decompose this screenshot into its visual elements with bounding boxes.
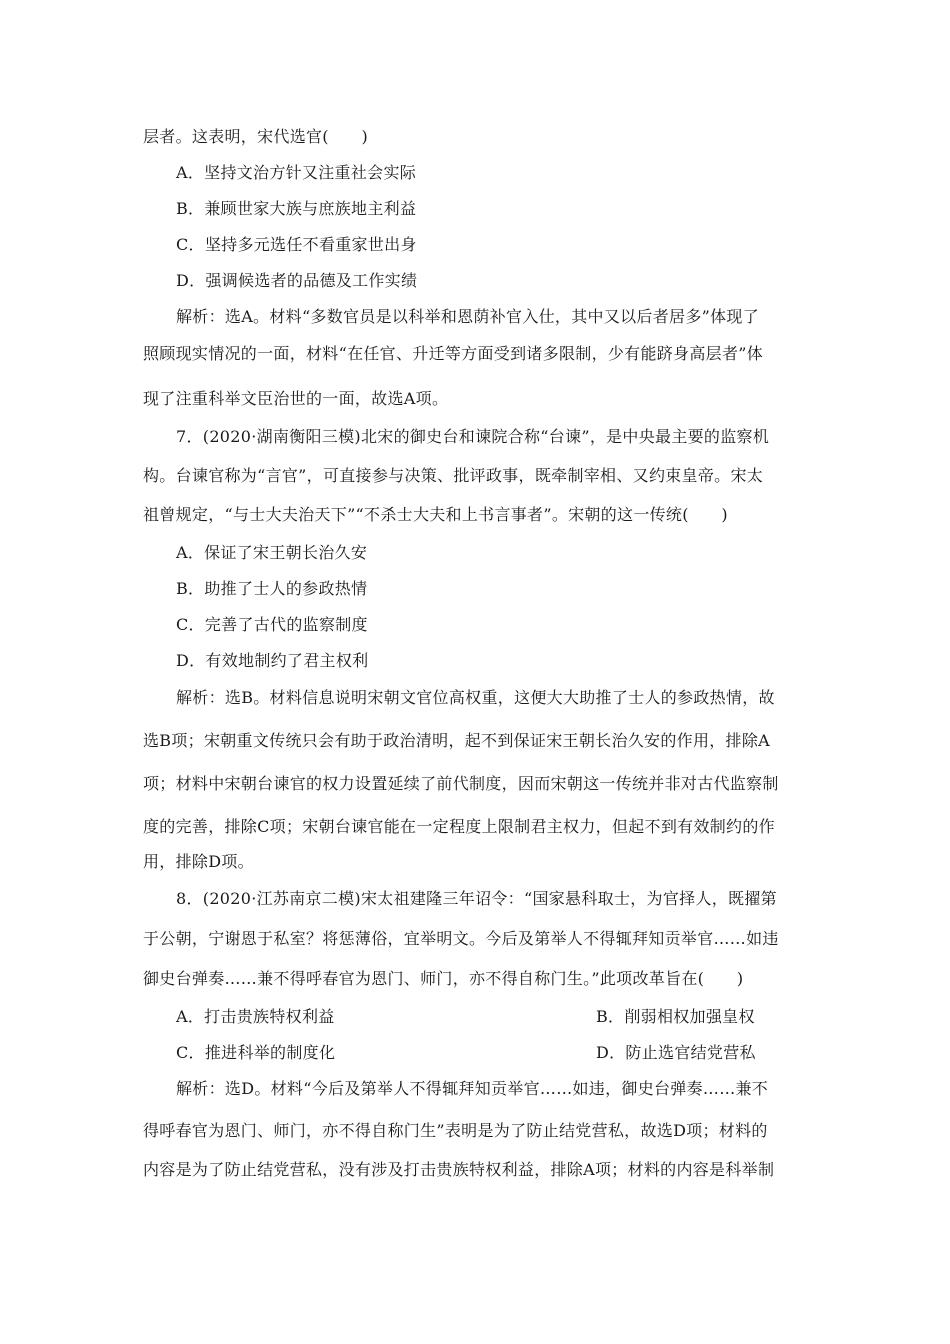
q7-analysis-line: 解析：选B。材料信息说明宋朝文官位高权重，这便大大助推了士人的参政热情，故 [176,688,775,707]
q8-stem-line: 御史台弹奏……兼不得呼春官为恩门、师门，亦不得自称门生。”此项改革旨在( ) [143,969,744,988]
q7-option-b: B．助推了士人的参政热情 [176,579,368,598]
q8-stem-line: 于公朝，宁谢恩于私室？将惩薄俗，宜举明文。今后及第举人不得辄拜知贡举官……如违 [143,929,779,948]
q7-stem-line: 7．(2020·湖南衡阳三模)北宋的御史台和谏院合称“台谏”，是中央最主要的监察机 [176,427,770,446]
q7-option-c: C．完善了古代的监察制度 [176,615,368,634]
q7-stem-line: 构。台谏官称为“言官”，可直接参与决策、批评政事，既牵制宰相、又约束皇帝。宋太 [143,466,764,485]
q6-option-d: D．强调候选者的品德及工作实绩 [176,271,418,290]
q6-option-b: B．兼顾世家大族与庶族地主利益 [176,199,417,218]
q6-stem-end: 层者。这表明，宋代选官( ) [143,127,368,146]
q6-analysis-line: 现了注重科举文臣治世的一面，故选A项。 [143,389,449,408]
q6-option-c: C．坚持多元选任不看重家世出身 [176,235,417,254]
q7-analysis-line: 项；材料中宋朝台谏官的权力设置延续了前代制度，因而宋朝这一传统并非对古代监察制 [143,774,779,793]
q7-analysis-line: 度的完善，排除C项；宋朝台谏官能在一定程度上限制君主权力，但起不到有效制约的作 [143,817,775,836]
q8-analysis-line: 得呼春官为恩门、师门，亦不得自称门生”表明是为了防止结党营私，故选D项；材料的 [143,1121,768,1140]
q6-analysis-line: 照顾现实情况的一面，材料“在任官、升迁等方面受到诸多限制，少有能跻身高层者”体 [143,344,764,363]
q7-analysis-line: 用，排除D项。 [143,852,254,871]
q8-option-c: C．推进科举的制度化 [176,1043,336,1062]
q8-option-d: D．防止选官结党营私 [596,1043,756,1062]
q8-analysis-line: 解析：选D。材料“今后及第举人不得辄拜知贡举官……如违，御史台弹奏……兼不 [176,1079,769,1098]
q6-analysis-line: 解析：选A。材料“多数官员是以科举和恩荫补官入仕，其中又以后者居多”体现了 [176,307,760,326]
q7-option-d: D．有效地制约了君主权利 [176,651,369,670]
q8-option-a: A．打击贵族特权利益 [176,1007,335,1026]
q8-option-b: B．削弱相权加强皇权 [596,1007,755,1026]
q8-stem-line: 8．(2020·江苏南京二模)宋太祖建隆三年诏令：“国家悬科取士，为官择人，既擢第 [176,889,777,908]
q7-stem-line: 祖曾规定，“与士大夫治天下”“不杀士大夫和上书言事者”。宋朝的这一传统( ) [143,505,728,524]
q7-analysis-line: 选B项；宋朝重文传统只会有助于政治清明，起不到保证宋王朝长治久安的作用，排除A [143,731,771,750]
q6-option-a: A．坚持文治方针又注重社会实际 [176,163,417,182]
q8-analysis-line: 内容是为了防止结党营私，没有涉及打击贵族特权利益，排除A项；材料的内容是科举制 [143,1160,775,1179]
q7-option-a: A．保证了宋王朝长治久安 [176,543,368,562]
